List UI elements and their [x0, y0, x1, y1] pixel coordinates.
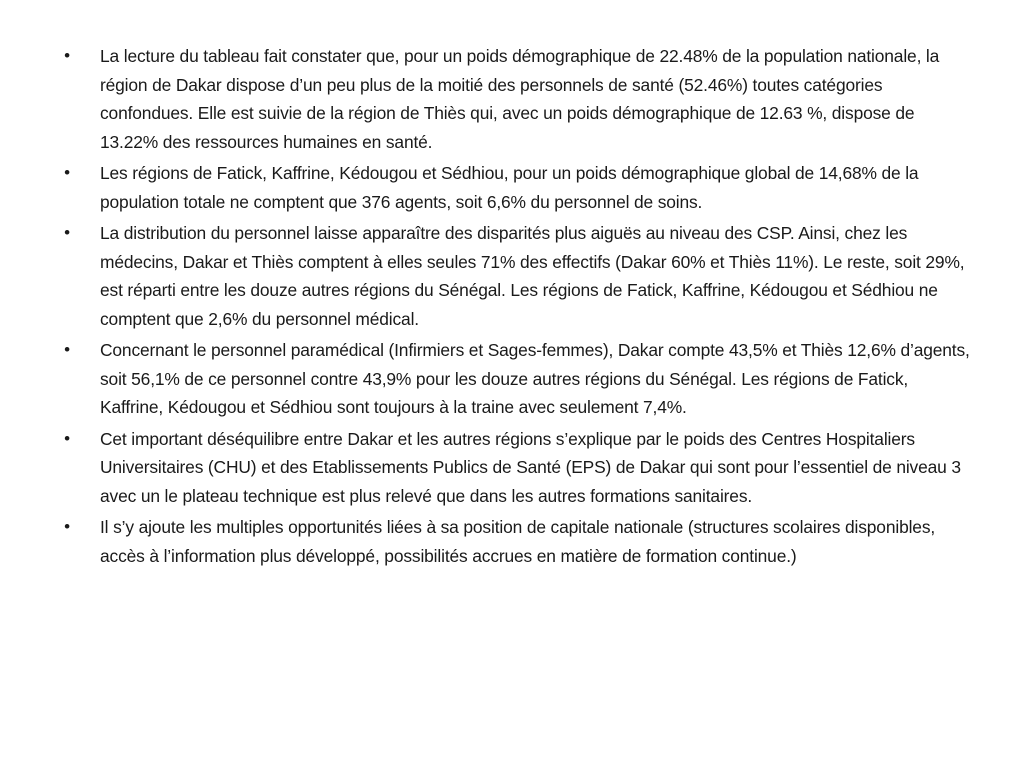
bullet-text: Concernant le personnel paramédical (Infirmiers et Sages-femmes), Dakar compte 43,5% et Thiès 12,6% d’agents, soit 56,1% de ce personnel contre 43,9% pour les douze autres régions du Sénégal. Les régions de Fatick, Kaffrine, Kédougou et Sédhiou sont toujours à la traine avec seulement 7,4%. — [100, 340, 970, 417]
bullet-list — [60, 42, 970, 573]
bullet-marker: • — [64, 340, 70, 359]
bullet-marker: • — [64, 517, 70, 536]
bullet-marker: • — [64, 163, 70, 182]
bullet-text: La distribution du personnel laisse apparaître des disparités plus aiguës au niveau des CSP. Ainsi, chez les médecins, Dakar et Thiès comptent à elles seules 71% des effectifs (Dakar 60% et Thiès 11%). Le reste, soit 29%, est réparti entre les douze autres régions du Sénégal. Les régions de Fatick, Kaffrine, Kédougou et Sédhiou ne comptent que 2,6% du personnel médical. — [100, 223, 965, 329]
bullet-item-4 — [60, 336, 970, 422]
bullet-item-1 — [60, 42, 970, 156]
bullet-text: La lecture du tableau fait constater que, pour un poids démographique de 22.48% de la population nationale, la région de Dakar dispose d’un peu plus de la moitié des personnels de santé (52.46%) toutes catégories confondues. Elle est suivie de la région de Thiès qui, avec un poids démographique de 12.63 %, dispose de 13.22% des ressources humaines en santé. — [100, 46, 940, 152]
bullet-marker: • — [64, 46, 70, 65]
bullet-marker: • — [64, 223, 70, 242]
bullet-marker: • — [64, 428, 70, 448]
bullet-item-6 — [60, 513, 970, 570]
bullet-item-3 — [60, 219, 970, 333]
bullet-text: Il s’y ajoute les multiples opportunités liées à sa position de capitale nationale (structures scolaires disponibles, accès à l’information plus développé, possibilités accrues en matière de formation continue.) — [100, 517, 936, 566]
bullet-text: Les régions de Fatick, Kaffrine, Kédougou et Sédhiou, pour un poids démographique global de 14,68% de la population totale ne comptent que 376 agents, soit 6,6% du personnel de soins. — [100, 163, 919, 212]
bullet-item-2 — [60, 159, 970, 216]
bullet-text: Cet important déséquilibre entre Dakar et les autres régions s’explique par le poids des Centres Hospitaliers Universitaires (CHU) et des Etablissements Publics de Santé (EPS) de Dakar qui sont pour l’essentiel de niveau 3 avec un le plateau technique est plus relevé que dans les autres formations sanitaires. — [100, 428, 961, 506]
bullet-item-5 — [60, 425, 970, 511]
